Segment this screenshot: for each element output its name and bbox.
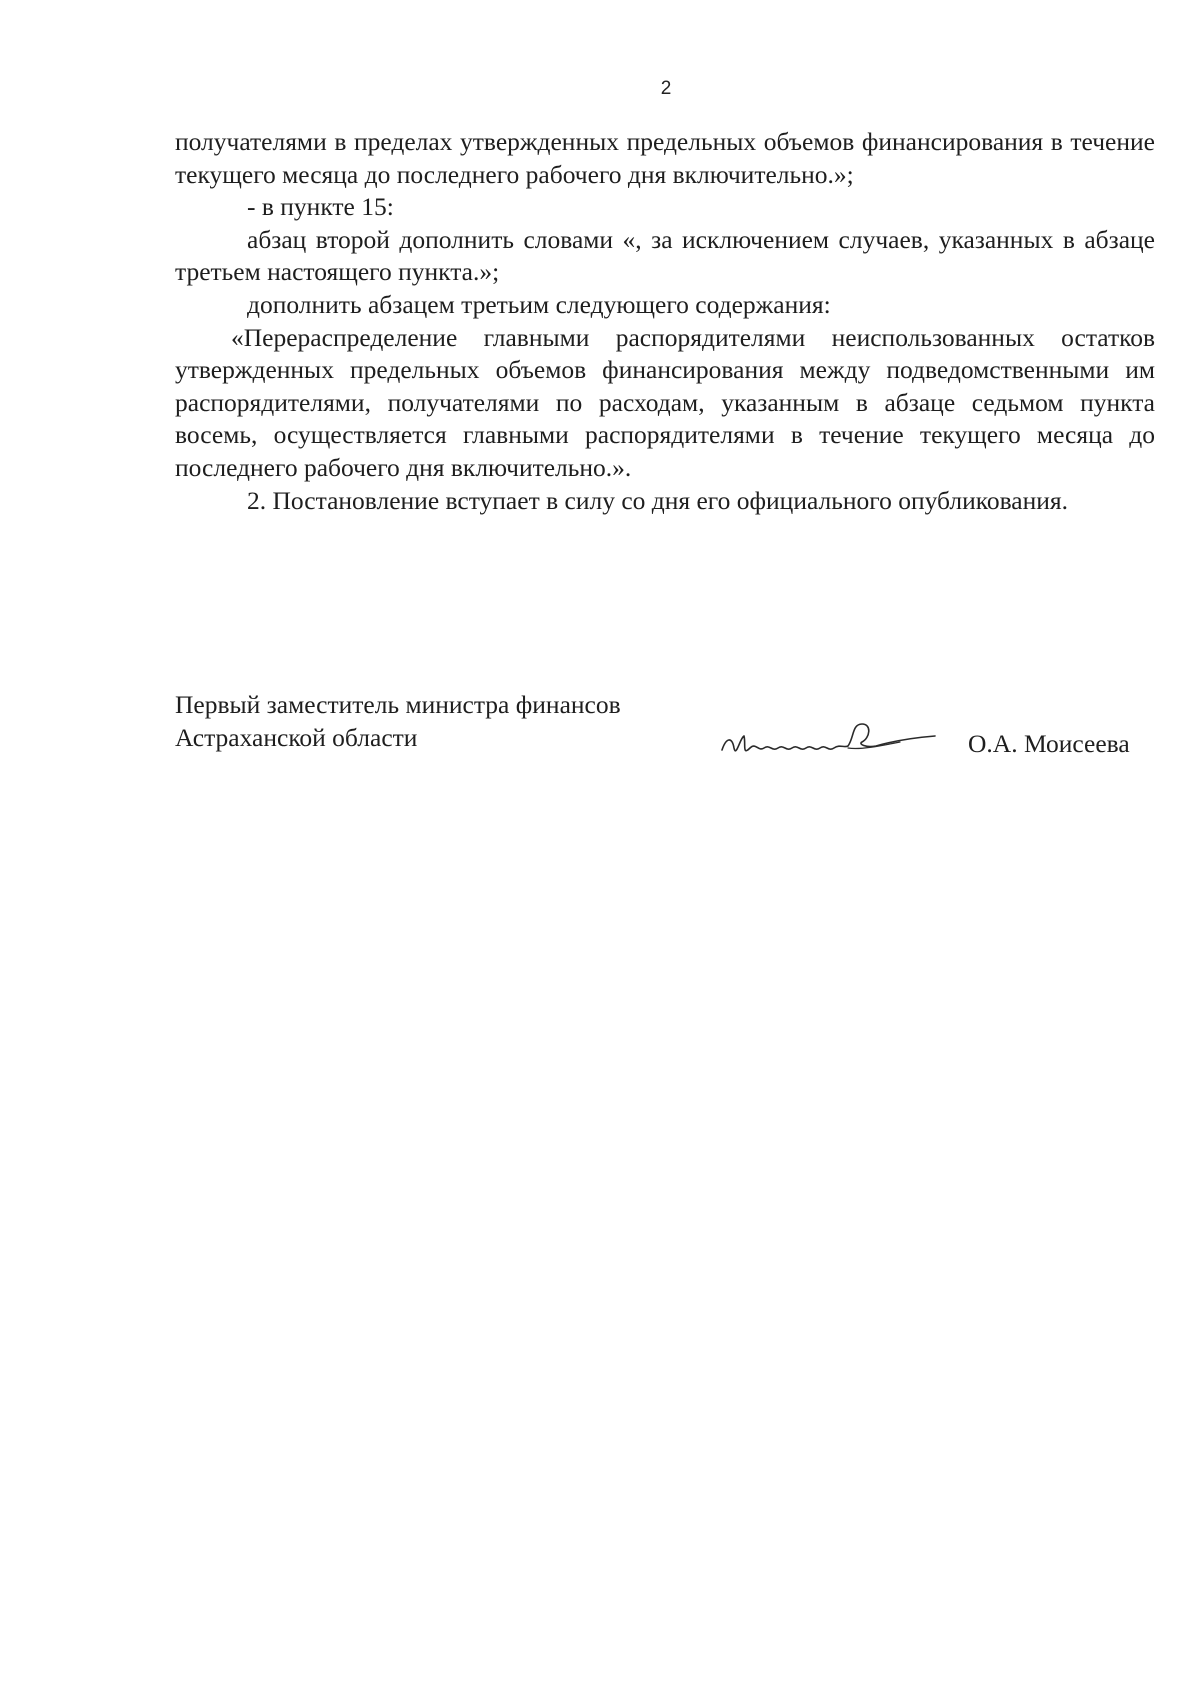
- signatory-position-line2: Астраханской области: [175, 723, 418, 752]
- paragraph-amendment-second: абзац второй дополнить словами «, за исключением случаев, указанных в абзаце третьем настоящего пункта.»;: [175, 224, 1155, 287]
- page-number: 2: [660, 78, 672, 99]
- document-body: [175, 126, 1155, 517]
- paragraph-quoted-text: «Перераспределение главными распорядителями неиспользованных остатков утвержденных предельных объемов финансирования между подведомственными им распорядителями, получателями по расходам, указанным в абзаце седьмом пункта восемь, осуществляется главными распорядителями в течение текущего месяца до последнего рабочего дня включительно.».: [175, 322, 1155, 482]
- handwritten-signature: [720, 708, 940, 768]
- paragraph-item-15: - в пункте 15:: [247, 192, 394, 222]
- signatory-position-line1: Первый заместитель министра финансов: [175, 690, 621, 719]
- paragraph-amendment-third: дополнить абзацем третьим следующего содержания:: [247, 289, 831, 319]
- paragraph-continuation: получателями в пределах утвержденных предельных объемов финансирования в течение текущего месяца до последнего рабочего дня включительно.»;: [175, 127, 1155, 189]
- signature-block: [175, 688, 1155, 758]
- paragraph-effective-date: 2. Постановление вступает в силу со дня его официального опубликования.: [247, 485, 1068, 515]
- signatory-name: О.А. Моисеева: [968, 729, 1130, 758]
